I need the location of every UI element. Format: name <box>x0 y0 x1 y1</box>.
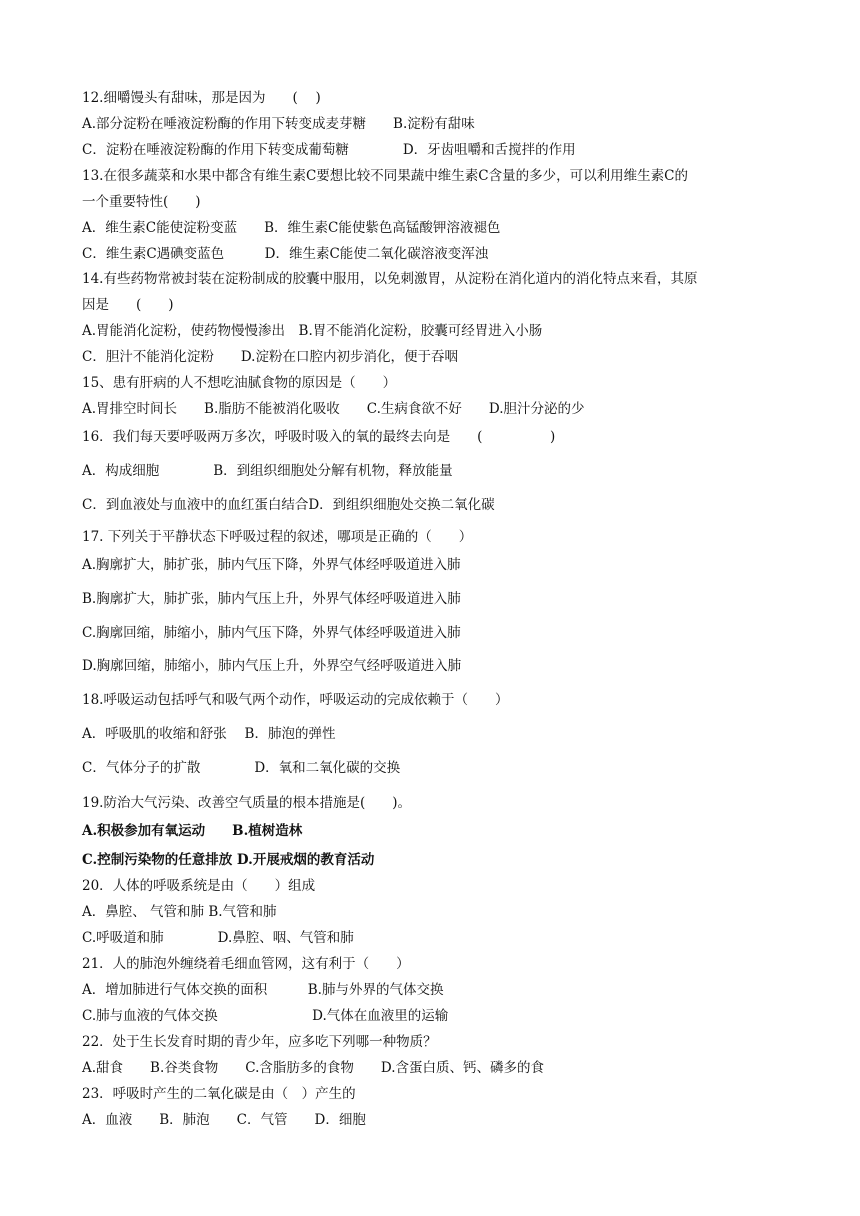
question-23: 23．呼吸时产生的二氧化碳是由（ ）产生的 <box>82 1086 356 1102</box>
question-16-options-ab: A．构成细胞 B．到组织细胞处分解有机物，释放能量 <box>82 463 453 479</box>
question-21-options-cd: C.肺与血液的气体交换 D.气体在血液里的运输 <box>82 1008 449 1024</box>
question-14: 14.有些药物常被封装在淀粉制成的胶囊中服用，以免刺激胃，从淀粉在消化道内的消化特点来看，其原 <box>82 271 698 287</box>
question-19-options-ab: A.积极参加有氧运动 B.植树造林 <box>82 823 303 839</box>
question-21: 21．人的肺泡外缠绕着毛细血管网，这有利于（ ） <box>82 956 410 972</box>
question-13-options-cd: C．维生素C遇碘变蓝色 D．维生素C能使二氧化碳溶液变浑浊 <box>82 246 489 262</box>
question-18-options-ab: A．呼吸肌的收缩和舒张 B．肺泡的弹性 <box>82 726 336 742</box>
question-14-options-ab: A.胃能消化淀粉，使药物慢慢渗出 B.胃不能消化淀粉，胶囊可经胃进入小肠 <box>82 323 543 339</box>
question-17-option-a: A.胸廓扩大，肺扩张，肺内气压下降，外界气体经呼吸道进入肺 <box>82 557 461 573</box>
question-17: 17. 下列关于平静状态下呼吸过程的叙述，哪项是正确的（ ） <box>82 529 473 545</box>
question-22-options: A.甜食 B.谷类食物 C.含脂肪多的食物 D.含蛋白质、钙、磷多的食 <box>82 1060 545 1076</box>
question-14-options-cd: C．胆汁不能消化淀粉 D.淀粉在口腔内初步消化，便于吞咽 <box>82 349 458 365</box>
question-13: 13.在很多蔬菜和水果中都含有维生素C要想比较不同果蔬中维生素C含量的多少，可以利用维生素C的 <box>82 168 688 184</box>
question-16-options-cd: C．到血液处与血液中的血红蛋白结合D．到组织细胞处交换二氧化碳 <box>82 497 495 513</box>
question-12-options-cd: C．淀粉在唾液淀粉酶的作用下转变成葡萄糖 D．牙齿咀嚼和舌搅拌的作用 <box>82 142 576 158</box>
question-19-options-cd: C.控制污染物的任意排放 D.开展戒烟的教育活动 <box>82 852 375 868</box>
question-13-cont: 一个重要特性( ) <box>82 194 201 210</box>
question-20-options-ab: A．鼻腔、 气管和肺 B.气管和肺 <box>82 904 277 920</box>
question-14-cont: 因是 ( ) <box>82 297 174 313</box>
question-20: 20．人体的呼吸系统是由（ ）组成 <box>82 878 316 894</box>
question-12: 12.细嚼馒头有甜味，那是因为 ( ) <box>82 90 321 106</box>
question-15: 15、患有肝病的人不想吃油腻食物的原因是（ ） <box>82 375 397 391</box>
question-17-option-b: B.胸廓扩大，肺扩张，肺内气压上升，外界气体经呼吸道进入肺 <box>82 591 461 607</box>
question-13-options-ab: A．维生素C能使淀粉变蓝 B．维生素C能使紫色高锰酸钾溶液褪色 <box>82 220 501 236</box>
question-18-options-cd: C．气体分子的扩散 D．氧和二氧化碳的交换 <box>82 760 401 776</box>
question-17-option-c: C.胸廓回缩，肺缩小，肺内气压下降，外界气体经呼吸道进入肺 <box>82 625 461 641</box>
question-22: 22．处于生长发育时期的青少年，应多吃下列哪一种物质？ <box>82 1034 437 1050</box>
question-20-options-cd: C.呼吸道和肺 D.鼻腔、咽、气管和肺 <box>82 930 354 946</box>
question-17-option-d: D.胸廓回缩，肺缩小，肺内气压上升，外界空气经呼吸道进入肺 <box>82 658 462 674</box>
question-23-options: A．血液 B．肺泡 C．气管 D．细胞 <box>82 1112 366 1128</box>
question-21-options-ab: A．增加肺进行气体交换的面积 B.肺与外界的气体交换 <box>82 982 444 998</box>
question-18: 18.呼吸运动包括呼气和吸气两个动作，呼吸运动的完成依赖于（ ） <box>82 692 509 708</box>
question-16: 16．我们每天要呼吸两万多次，呼吸时吸入的氧的最终去向是 ( ) <box>82 429 556 445</box>
question-19: 19.防治大气污染、改善空气质量的根本措施是( )。 <box>82 795 412 811</box>
question-15-options: A.胃排空时间长 B.脂肪不能被消化吸收 C.生病食欲不好 D.胆汁分泌的少 <box>82 401 585 417</box>
question-12-options-ab: A.部分淀粉在唾液淀粉酶的作用下转变成麦芽糖 B.淀粉有甜味 <box>82 116 475 132</box>
